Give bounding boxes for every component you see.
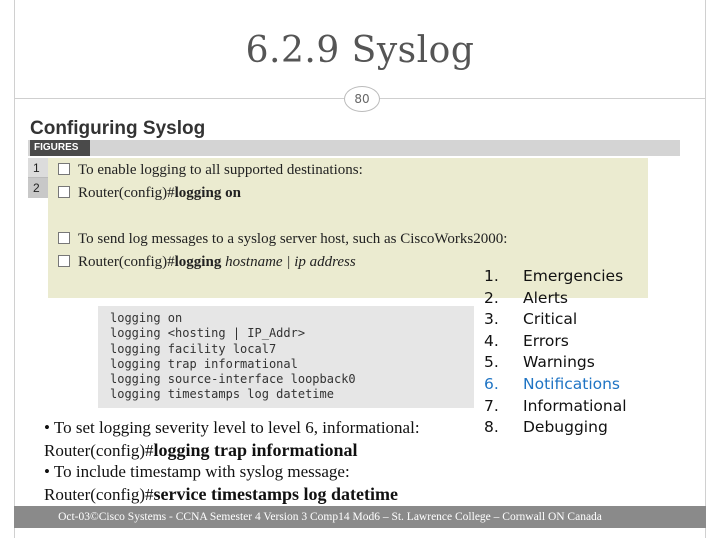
bottom-text-trap-level: • To set logging severity level to level 6, informational: <box>44 418 420 437</box>
bottom-command-timestamp: Router(config)#service timestamps log datetime <box>44 484 398 504</box>
bottom-command-trap: Router(config)#logging trap informational <box>44 440 358 460</box>
code-line: logging source-interface loopback0 <box>110 372 356 387</box>
bullet-enable-logging: To enable logging to all supported destinations: <box>58 162 363 179</box>
code-sample <box>98 306 474 408</box>
bottom-text-timestamp: • To include timestamp with syslog message: <box>44 462 350 481</box>
severity-level-item: 1. Emergencies <box>484 267 624 285</box>
bullet-logging-on: Router(config)#logging on <box>58 185 241 202</box>
severity-level-item: 2. Alerts <box>484 288 568 307</box>
severity-level-list <box>484 266 627 439</box>
severity-level-item: 5. Warnings <box>484 353 595 372</box>
bullet-box-icon <box>58 232 70 244</box>
divider-right <box>378 98 706 99</box>
divider-left <box>14 98 344 99</box>
bullet-box-icon <box>58 163 70 175</box>
figure-tab-2[interactable]: 2 <box>28 178 50 198</box>
slide-title: 6.2.9 Syslog <box>245 30 475 71</box>
code-line: logging trap informational <box>110 356 298 371</box>
bullet-box-icon <box>58 186 70 198</box>
code-line: logging facility local7 <box>110 341 277 356</box>
figure-tab-1[interactable]: 1 <box>28 158 50 178</box>
code-line: logging timestamps log datetime <box>110 387 334 402</box>
code-line: logging <hosting | IP_Addr> <box>110 326 306 341</box>
code-line: logging on <box>110 311 183 325</box>
footer-bar: Oct-03©Cisco Systems - CCNA Semester 4 Version 3 Comp14 Mod6 – St. Lawrence College – Cornwall ON Canada <box>14 506 706 528</box>
bullet-logging-hostname: Router(config)#logging hostname | ip address <box>58 254 356 271</box>
severity-level-item: 8. Debugging <box>484 418 608 437</box>
severity-level-item: 3. Critical <box>484 310 578 329</box>
bullet-box-icon <box>58 255 70 267</box>
page-number: 80 <box>344 86 380 112</box>
bullet-syslog-host: To send log messages to a syslog server host, such as CiscoWorks2000: <box>58 231 507 248</box>
severity-level-item-highlighted: 6. Notifications <box>484 374 621 393</box>
figure-heading: Configuring Syslog <box>30 118 206 139</box>
figures-label: FIGURES <box>30 140 90 156</box>
figure-bar <box>28 140 680 156</box>
severity-level-item: 4. Errors <box>484 331 569 350</box>
severity-level-item: 7. Informational <box>484 396 627 415</box>
